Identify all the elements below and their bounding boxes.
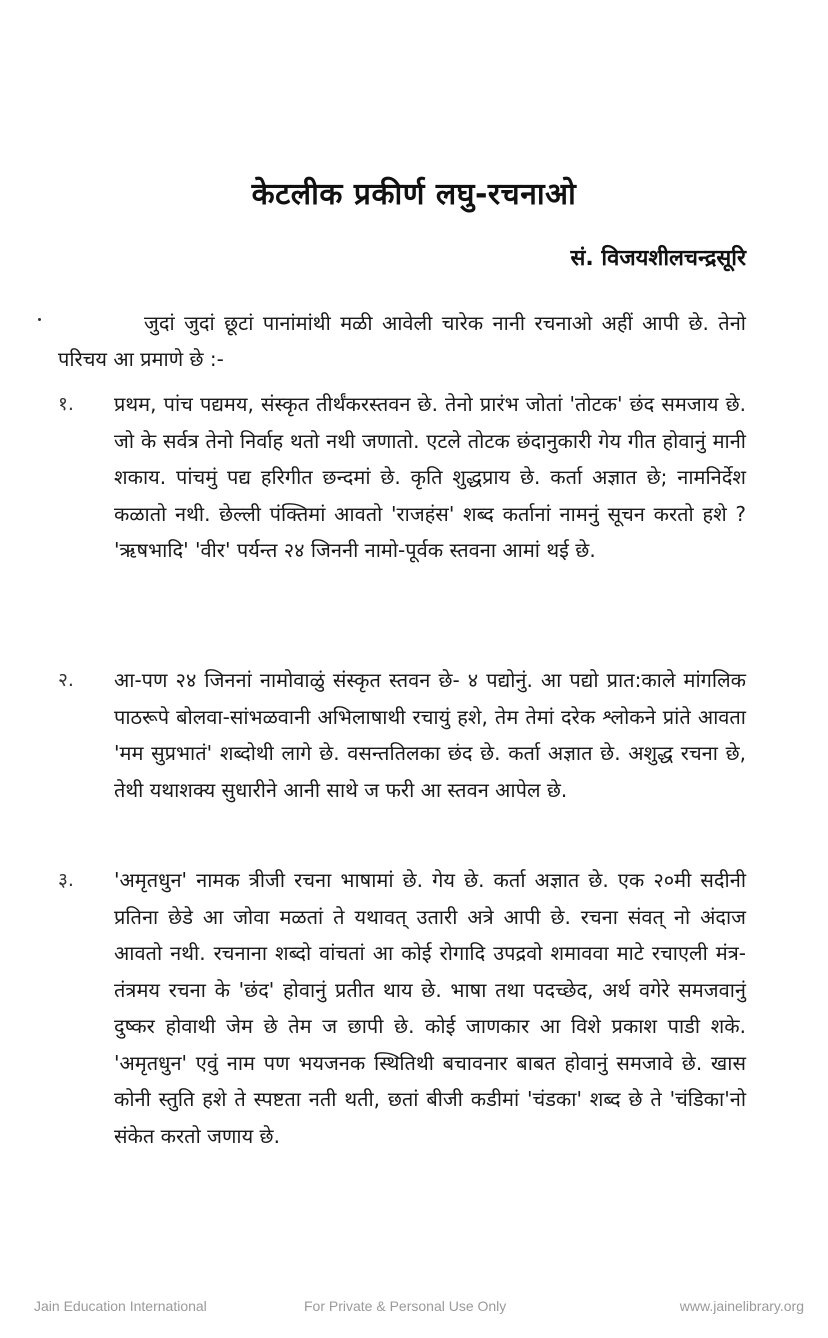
footer-usage-notice: For Private & Personal Use Only <box>304 1298 507 1314</box>
scan-artifact-dot <box>38 318 41 321</box>
page-title: केटलीक प्रकीर्ण लघु-रचनाओ <box>251 177 577 212</box>
list-item-text: 'अमृतधुन' नामक त्रीजी रचना भाषामां छे. गेय छे. कर्ता अज्ञात छे. एक २०मी सदीनी प्रतिना छेडे आ जोवा मळतां ते यथावत् उतारी अत्रे आपी छे. रचना संवत् नो अंदाज आवतो नथी. रचनाना शब्दो वांचतां आ कोई रोगादि उपद्रवो शमाववा माटे रचाएली मंत्र-तंत्रमय रचना के 'छंद' होवानुं प्रतीत थाय छे. भाषा तथा पदच्छेद, अर्थ वगेरे समजवानुं दुष्कर होवाथी जेम छे तेम ज छापी छे. कोई जाणकार आ विशे प्रकाश पाडी शके. 'अमृतधुन' एवुं नाम पण भयजनक स्थितिथी बचावनार बाबत होवानुं समजावे छे. खास कोनी स्तुति हशे ते स्पष्टता नती थती, छतां बीजी कडीमां 'चंडका' शब्द छे ते 'चंडिका'नो संकेत करतो जणाय छे. <box>114 868 746 1148</box>
list-item <box>58 662 746 808</box>
author-byline: सं. विजयशीलचन्द्रसूरि <box>570 246 746 271</box>
footer-website-link[interactable]: www.jainelibrary.org <box>679 1298 804 1314</box>
intro-paragraph: जुदां जुदां छूटां पानांमांथी मळी आवेली चारेक नानी रचनाओ अहीं आपी छे. तेनो परिचय आ प्रमाणे छे :- <box>58 311 746 371</box>
list-item <box>58 386 746 569</box>
list-item-number: २. <box>58 669 74 691</box>
list-item-text: प्रथम, पांच पद्यमय, संस्कृत तीर्थंकरस्तवन छे. तेनो प्रारंभ जोतां 'तोटक' छंद समजाय छे. जो के सर्वत्र तेनो निर्वाह थतो नथी जणातो. एटले तोटक छंदानुकारी गेय गीत होवानुं मानी शकाय. पांचमुं पद्य हरिगीत छन्दमां छे. कृति शुद्धप्राय छे. कर्ता अज्ञात छे; नामनिर्देश कळातो नथी. छेल्ली पंक्तिमां आवतो 'राजहंस' शब्द कर्तानां नामनुं सूचन करतो हशे ? 'ऋषभादि' 'वीर' पर्यन्त २४ जिननी नामो-पूर्वक स्तवना आमां थई छे. <box>114 392 746 562</box>
list-item-number: १. <box>58 393 74 415</box>
list-item <box>58 862 746 1154</box>
page-footer <box>0 1298 828 1318</box>
list-item-text: आ-पण २४ जिननां नामोवाळुं संस्कृत स्तवन छे- ४ पद्योनुं. आ पद्यो प्रात:काले मांगलिक पाठरूपे बोलवा-सांभळवानी अभिलाषाथी रचायुं हशे, तेम तेमां दरेक श्लोकने प्रांते आवता 'मम सुप्रभातं' शब्दोथी लागे छे. वसन्ततिलका छंद छे. कर्ता अज्ञात छे. अशुद्ध रचना छे, तेथी यथाशक्य सुधारीने आनी साथे ज फरी आ स्तवन आपेल छे. <box>114 668 746 802</box>
footer-publisher: Jain Education International <box>34 1298 207 1314</box>
list-item-number: ३. <box>58 869 74 891</box>
